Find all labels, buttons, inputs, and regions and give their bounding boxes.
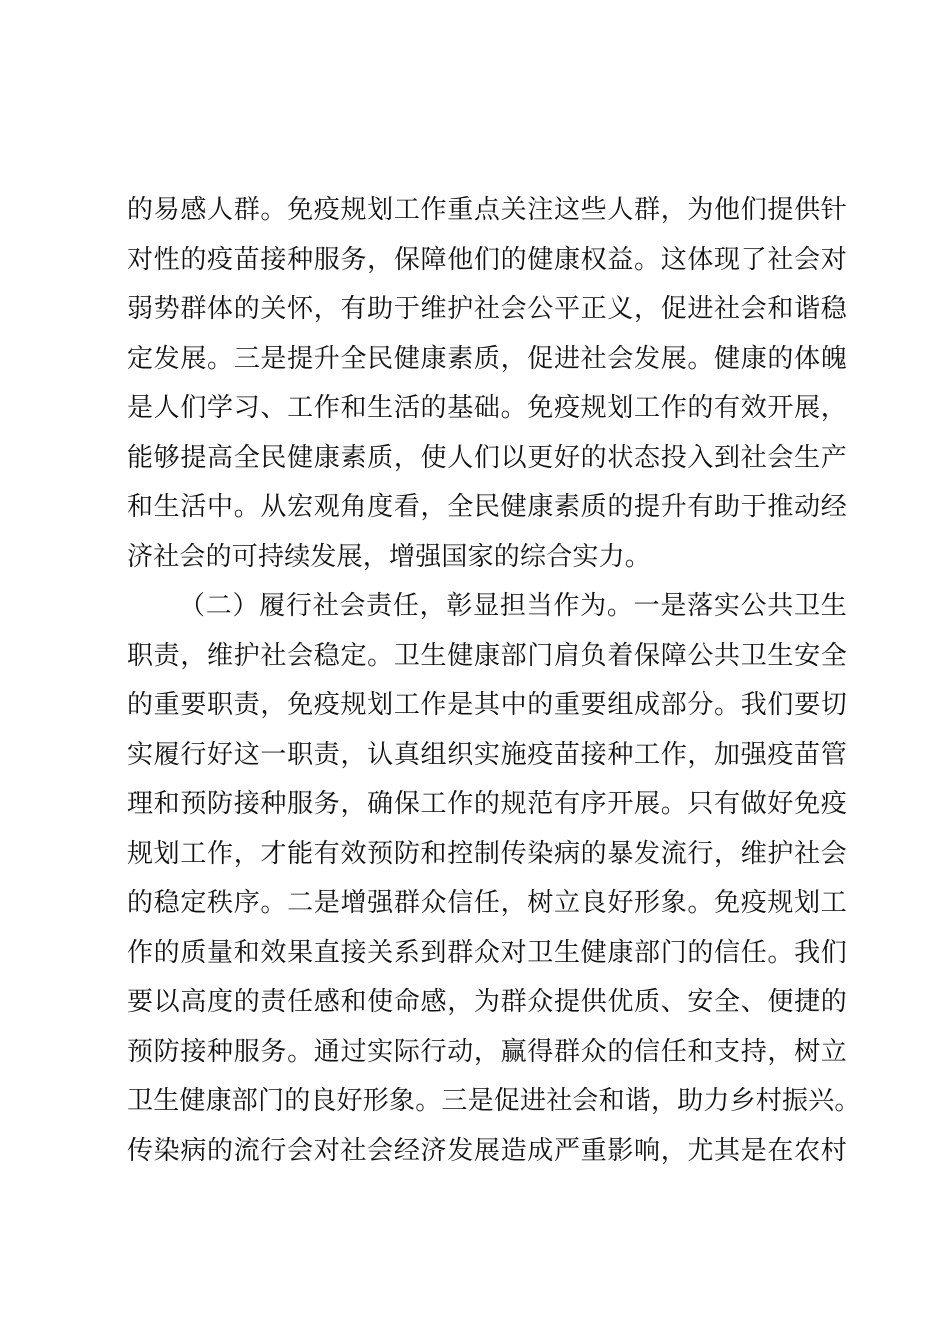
text-line (127, 186, 847, 236)
text-line-content: 定发展。三是提升全民健康素质，促进社会发展。健康的体魄 (127, 343, 847, 374)
paragraph-first-line (127, 582, 847, 632)
text-line-content: 预防接种服务。通过实际行动，赢得群众的信任和支持，树立 (127, 1036, 847, 1067)
text-line (127, 780, 847, 830)
paragraph-last-line (127, 533, 847, 583)
text-line (127, 1028, 847, 1078)
text-line (127, 335, 847, 385)
text-line (127, 483, 847, 533)
text-line (127, 285, 847, 335)
text-line-content: 是人们学习、工作和生活的基础。免疫规划工作的有效开展， (127, 393, 847, 423)
text-line-content: 传染病的流行会对社会经济发展造成严重影响，尤其是在农村 (127, 1135, 847, 1166)
text-line (127, 731, 847, 781)
text-line (127, 830, 847, 880)
text-line-content: 理和预防接种服务，确保工作的规范有序开展。只有做好免疫 (127, 789, 847, 819)
text-line-content: 要以高度的责任感和使命感，为群众提供优质、安全、便捷的 (127, 987, 847, 1017)
text-line (127, 929, 847, 979)
text-line (127, 434, 847, 484)
text-line-content: 对性的疫苗接种服务，保障他们的健康权益。这体现了社会对 (127, 244, 847, 275)
text-line-content: 弱势群体的关怀，有助于维护社会公平正义，促进社会和谐稳 (127, 294, 847, 324)
text-line-content: 的重要职责，免疫规划工作是其中的重要组成部分。我们要切 (127, 690, 847, 720)
text-line-content: 能够提高全民健康素质，使人们以更好的状态投入到社会生产 (127, 442, 847, 473)
text-line-content: 作的质量和效果直接关系到群众对卫生健康部门的信任。我们 (127, 937, 847, 968)
text-line (127, 879, 847, 929)
text-line-content: 职责，维护社会稳定。卫生健康部门肩负着保障公共卫生安全 (127, 640, 847, 671)
text-line-content: 济社会的可持续发展，增强国家的综合实力。 (127, 541, 652, 572)
text-line (127, 384, 847, 434)
text-line (127, 1077, 861, 1127)
text-line (127, 978, 847, 1028)
text-line-content: 规划工作，才能有效预防和控制传染病的暴发流行，维护社会 (127, 838, 847, 869)
text-line-content: 的易感人群。免疫规划工作重点关注这些人群，为他们提供针 (127, 195, 847, 225)
text-line (127, 681, 847, 731)
text-line-content: 实履行好这一职责，认真组织实施疫苗接种工作，加强疫苗管 (127, 739, 847, 770)
text-line (127, 1127, 847, 1177)
text-line-content: 的稳定秩序。二是增强群众信任，树立良好形象。免疫规划工 (127, 888, 847, 918)
text-line-content: 和生活中。从宏观角度看，全民健康素质的提升有助于推动经 (127, 492, 847, 522)
body-text (127, 186, 861, 1176)
text-line (127, 632, 847, 682)
text-line-content: 卫生健康部门的良好形象。三是促进社会和谐，助力乡村振兴。 (127, 1086, 861, 1116)
text-line-content: （二）履行社会责任，彰显担当作为。一是落实公共卫生 (179, 591, 847, 621)
text-line (127, 236, 847, 286)
